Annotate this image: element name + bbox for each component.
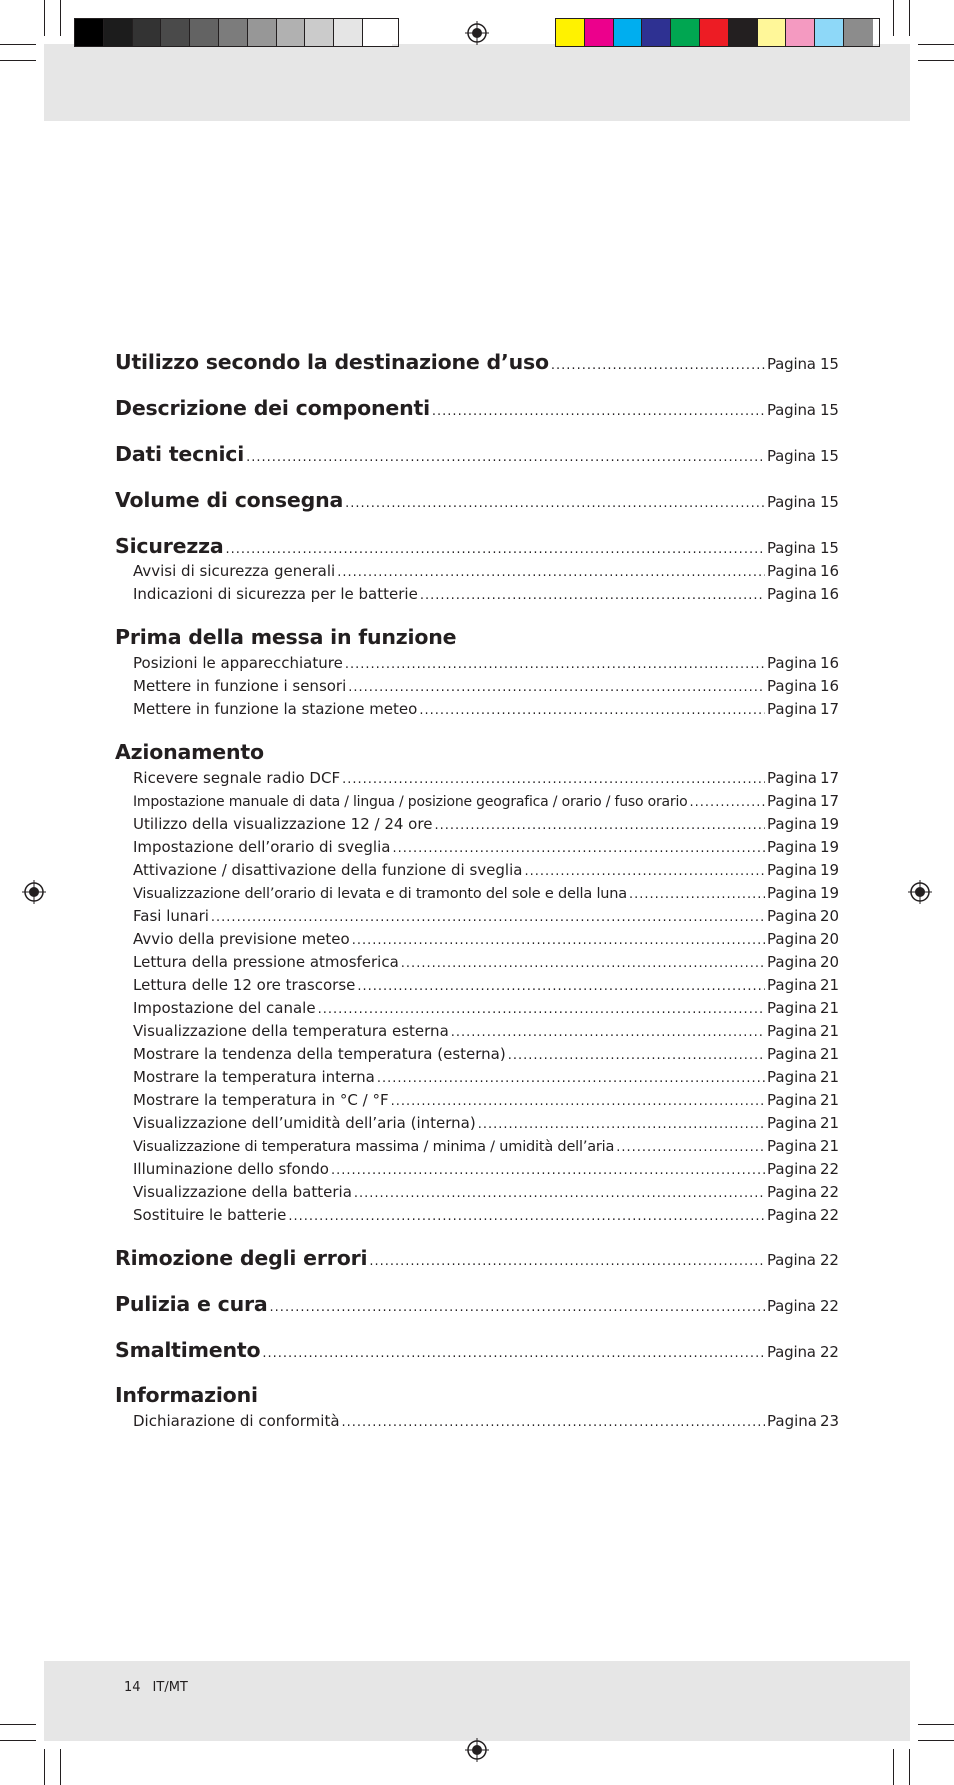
color-swatch bbox=[844, 19, 873, 46]
crop-mark bbox=[44, 1749, 45, 1785]
toc-entry bbox=[115, 769, 840, 787]
page-label: Pagina bbox=[767, 769, 817, 787]
page-label: Pagina bbox=[767, 1251, 816, 1269]
toc-entry-title: Pulizia e cura bbox=[115, 1292, 268, 1316]
dot-leader bbox=[342, 1415, 765, 1430]
toc-entry bbox=[115, 1412, 840, 1430]
toc-entry-title: Dati tecnici bbox=[115, 442, 245, 466]
toc-entry bbox=[115, 1068, 840, 1086]
toc-entry bbox=[115, 1206, 840, 1224]
page-number: 19 bbox=[820, 838, 840, 856]
toc-entry bbox=[115, 861, 840, 879]
dot-leader bbox=[616, 1140, 765, 1155]
toc-entry bbox=[115, 1045, 840, 1063]
toc-entry-title: Visualizzazione della batteria bbox=[133, 1183, 352, 1201]
toc-entry-title: Smaltimento bbox=[115, 1338, 261, 1362]
dot-leader bbox=[392, 841, 765, 856]
toc-section-heading: Azionamento bbox=[115, 740, 264, 764]
dot-leader bbox=[352, 933, 765, 948]
toc-entry-title: Sostituire le batterie bbox=[133, 1206, 287, 1224]
toc-entry-title: Visualizzazione di temperatura massima / minima / umidità dell’aria bbox=[133, 1139, 615, 1155]
toc-entry-title: Mostrare la temperatura in °C / °F bbox=[133, 1091, 389, 1109]
page-label: Pagina bbox=[767, 976, 817, 994]
dot-leader bbox=[420, 588, 765, 603]
toc-entry-title: Impostazione del canale bbox=[133, 999, 316, 1017]
toc-entry bbox=[115, 1183, 840, 1201]
page-number: 15 bbox=[820, 447, 839, 465]
dot-leader bbox=[369, 1254, 765, 1269]
toc-entry-title: Rimozione degli errori bbox=[115, 1246, 368, 1270]
color-swatch bbox=[104, 19, 133, 46]
dot-leader bbox=[225, 542, 765, 557]
header-band bbox=[44, 44, 910, 121]
toc-entry bbox=[115, 838, 840, 856]
toc-entry bbox=[115, 350, 840, 374]
page-label: Pagina bbox=[767, 930, 817, 948]
page-label: Pagina bbox=[767, 1022, 817, 1040]
page-number: 22 bbox=[820, 1297, 839, 1315]
color-swatch bbox=[556, 19, 585, 46]
toc-entry bbox=[115, 930, 840, 948]
crop-mark bbox=[60, 0, 61, 36]
page-number: 23 bbox=[820, 1412, 840, 1430]
page-number: 22 bbox=[820, 1343, 839, 1361]
color-swatch bbox=[786, 19, 815, 46]
crop-mark bbox=[0, 44, 36, 45]
crop-mark bbox=[0, 1724, 36, 1725]
page-label: Pagina bbox=[767, 861, 817, 879]
toc-entry bbox=[115, 884, 840, 902]
registration-mark-icon bbox=[465, 1738, 489, 1762]
toc-entry-title: Illuminazione dello sfondo bbox=[133, 1160, 329, 1178]
page-number: 19 bbox=[820, 861, 840, 879]
toc-entry bbox=[115, 1091, 840, 1109]
dot-leader bbox=[377, 1071, 765, 1086]
dot-leader bbox=[337, 565, 765, 580]
dot-leader bbox=[288, 1209, 765, 1224]
toc-section-heading: Prima della messa in funzione bbox=[115, 625, 457, 649]
dot-leader bbox=[348, 680, 765, 695]
page-label: Pagina bbox=[767, 654, 817, 672]
page-label: Pagina bbox=[767, 815, 817, 833]
toc-entry bbox=[115, 396, 840, 420]
toc-entry-title: Visualizzazione dell’umidità dell’aria (interna) bbox=[133, 1114, 476, 1132]
dot-leader bbox=[690, 795, 765, 810]
toc-entry-title: Mostrare la tendenza della temperatura (esterna) bbox=[133, 1045, 506, 1063]
page-label: Pagina bbox=[767, 1343, 816, 1361]
dot-leader bbox=[211, 910, 765, 925]
page-number: 16 bbox=[820, 585, 840, 603]
page-number: 15 bbox=[820, 493, 839, 511]
toc-entry-title: Avvisi di sicurezza generali bbox=[133, 562, 336, 580]
page-number: 19 bbox=[820, 884, 840, 902]
toc-entry bbox=[115, 1292, 840, 1316]
toc-entry-title: Fasi lunari bbox=[133, 907, 209, 925]
color-swatch bbox=[758, 19, 787, 46]
page-number: 21 bbox=[820, 1091, 840, 1109]
page-number: 17 bbox=[820, 700, 840, 718]
page-label: Pagina bbox=[767, 677, 817, 695]
page-label: Pagina bbox=[767, 700, 817, 718]
toc-entry-title: Avvio della previsione meteo bbox=[133, 930, 350, 948]
toc-entry bbox=[115, 585, 840, 603]
crop-mark bbox=[918, 60, 954, 61]
toc-entry bbox=[115, 562, 840, 580]
toc-entry bbox=[115, 442, 840, 466]
toc-entry bbox=[115, 534, 840, 558]
page-number: 21 bbox=[820, 1137, 840, 1155]
page-label: Pagina bbox=[767, 562, 817, 580]
toc-entry bbox=[115, 1114, 840, 1132]
toc-entry bbox=[115, 1137, 840, 1155]
color-swatch bbox=[277, 19, 306, 46]
crop-mark bbox=[909, 0, 910, 36]
dot-leader bbox=[391, 1094, 765, 1109]
page-number: 15 bbox=[820, 355, 839, 373]
page-label: Pagina bbox=[767, 1206, 817, 1224]
color-swatch bbox=[305, 19, 334, 46]
color-swatch bbox=[219, 19, 248, 46]
page-label: Pagina bbox=[767, 1160, 817, 1178]
toc-entry bbox=[115, 815, 840, 833]
dot-leader bbox=[331, 1163, 765, 1178]
crop-mark bbox=[0, 60, 36, 61]
dot-leader bbox=[342, 772, 765, 787]
page-number: 21 bbox=[820, 976, 840, 994]
toc-entry-title: Posizioni le apparecchiature bbox=[133, 654, 343, 672]
page-number: 19 bbox=[820, 815, 840, 833]
toc-entry bbox=[115, 1246, 840, 1270]
page-label: Pagina bbox=[767, 1137, 817, 1155]
color-swatch bbox=[190, 19, 219, 46]
page-number: 16 bbox=[820, 677, 840, 695]
page-label: Pagina bbox=[767, 1297, 816, 1315]
dot-leader bbox=[524, 864, 765, 879]
toc-entry-title: Mettere in funzione i sensori bbox=[133, 677, 347, 695]
page-label: Pagina bbox=[767, 447, 816, 465]
page-label: Pagina bbox=[767, 401, 816, 419]
page-number: 20 bbox=[820, 953, 840, 971]
registration-mark-icon bbox=[22, 880, 46, 904]
page-number: 21 bbox=[820, 999, 840, 1017]
color-swatch bbox=[363, 19, 392, 46]
crop-mark bbox=[918, 44, 954, 45]
page-number: 20 bbox=[820, 930, 840, 948]
page-label: Pagina bbox=[767, 1068, 817, 1086]
footer-page-number: 14 bbox=[124, 1680, 141, 1695]
crop-mark bbox=[0, 1740, 36, 1741]
toc-entry-title: Ricevere segnale radio DCF bbox=[133, 769, 341, 787]
page-number: 22 bbox=[820, 1183, 840, 1201]
crop-mark bbox=[918, 1724, 954, 1725]
color-swatch bbox=[671, 19, 700, 46]
color-swatch bbox=[642, 19, 671, 46]
page-number: 16 bbox=[820, 654, 840, 672]
page-number: 17 bbox=[820, 769, 840, 787]
page-label: Pagina bbox=[767, 792, 817, 810]
page-number: 17 bbox=[820, 792, 840, 810]
dot-leader bbox=[419, 703, 765, 718]
color-swatch bbox=[614, 19, 643, 46]
toc-entry-title: Lettura della pressione atmosferica bbox=[133, 953, 399, 971]
toc-entry-title: Utilizzo della visualizzazione 12 / 24 ore bbox=[133, 815, 433, 833]
page-label: Pagina bbox=[767, 884, 817, 902]
page-number: 22 bbox=[820, 1251, 839, 1269]
page-label: Pagina bbox=[767, 493, 816, 511]
toc-entry-title: Descrizione dei componenti bbox=[115, 396, 430, 420]
toc-entry-title: Mettere in funzione la stazione meteo bbox=[133, 700, 418, 718]
toc-section-heading: Informazioni bbox=[115, 1383, 258, 1407]
toc-entry-title: Attivazione / disattivazione della funzione di sveglia bbox=[133, 861, 523, 879]
dot-leader bbox=[262, 1346, 765, 1361]
crop-mark bbox=[60, 1749, 61, 1785]
page-number: 22 bbox=[820, 1160, 840, 1178]
page-label: Pagina bbox=[767, 539, 816, 557]
toc-entry-title: Impostazione dell’orario di sveglia bbox=[133, 838, 391, 856]
color-swatch bbox=[334, 19, 363, 46]
page-number: 15 bbox=[820, 539, 839, 557]
dot-leader bbox=[345, 657, 765, 672]
dot-leader bbox=[434, 818, 765, 833]
crop-mark bbox=[44, 0, 45, 36]
dot-leader bbox=[345, 496, 765, 511]
toc-entry bbox=[115, 654, 840, 672]
dot-leader bbox=[432, 404, 765, 419]
registration-mark-icon bbox=[465, 21, 489, 45]
toc-entry-title: Utilizzo secondo la destinazione d’uso bbox=[115, 350, 549, 374]
page-label: Pagina bbox=[767, 585, 817, 603]
page-label: Pagina bbox=[767, 838, 817, 856]
page-number: 21 bbox=[820, 1114, 840, 1132]
toc-entry bbox=[115, 700, 840, 718]
page-label: Pagina bbox=[767, 999, 817, 1017]
page-label: Pagina bbox=[767, 355, 816, 373]
dot-leader bbox=[354, 1186, 765, 1201]
toc-entry-title: Dichiarazione di conformità bbox=[133, 1412, 340, 1430]
toc-entry bbox=[115, 907, 840, 925]
toc-entry-title: Visualizzazione dell’orario di levata e di tramonto del sole e della luna bbox=[133, 886, 627, 902]
registration-mark-icon bbox=[908, 880, 932, 904]
toc-entry-title: Mostrare la temperatura interna bbox=[133, 1068, 375, 1086]
toc-entry-title: Volume di consegna bbox=[115, 488, 344, 512]
page-label: Pagina bbox=[767, 907, 817, 925]
dot-leader bbox=[629, 887, 765, 902]
dot-leader bbox=[551, 358, 765, 373]
dot-leader bbox=[478, 1117, 765, 1132]
dot-leader bbox=[318, 1002, 765, 1017]
footer-language-code: IT/MT bbox=[152, 1680, 188, 1695]
color-swatch bbox=[161, 19, 190, 46]
page-number: 21 bbox=[820, 1022, 840, 1040]
color-swatch bbox=[700, 19, 729, 46]
dot-leader bbox=[270, 1300, 765, 1315]
toc-entry bbox=[115, 792, 840, 810]
page-number: 22 bbox=[820, 1206, 840, 1224]
dot-leader bbox=[451, 1025, 765, 1040]
crop-mark bbox=[893, 1749, 894, 1785]
page-number: 21 bbox=[820, 1068, 840, 1086]
dot-leader bbox=[357, 979, 765, 994]
page-label: Pagina bbox=[767, 1045, 817, 1063]
page-label: Pagina bbox=[767, 953, 817, 971]
dot-leader bbox=[401, 956, 765, 971]
toc-entry bbox=[115, 677, 840, 695]
toc-entry-title: Impostazione manuale di data / lingua / posizione geografica / orario / fuso orario bbox=[133, 794, 688, 810]
page-label: Pagina bbox=[767, 1412, 817, 1430]
page-number: 15 bbox=[820, 401, 839, 419]
toc-entry-title: Indicazioni di sicurezza per le batterie bbox=[133, 585, 418, 603]
footer-band bbox=[44, 1661, 910, 1741]
page-label: Pagina bbox=[767, 1091, 817, 1109]
page-footer bbox=[124, 1680, 188, 1695]
crop-mark bbox=[918, 1740, 954, 1741]
toc-entry bbox=[115, 1022, 840, 1040]
color-swatch bbox=[248, 19, 277, 46]
process-color-bar bbox=[555, 18, 880, 47]
page-number: 16 bbox=[820, 562, 840, 580]
crop-mark bbox=[909, 1749, 910, 1785]
toc-entry bbox=[115, 953, 840, 971]
color-swatch bbox=[815, 19, 844, 46]
toc-entry bbox=[115, 976, 840, 994]
dot-leader bbox=[246, 450, 765, 465]
toc-entry-title: Lettura delle 12 ore trascorse bbox=[133, 976, 356, 994]
toc-entry bbox=[115, 488, 840, 512]
color-swatch bbox=[729, 19, 758, 46]
page-number: 20 bbox=[820, 907, 840, 925]
grayscale-color-bar bbox=[74, 18, 399, 47]
color-swatch bbox=[133, 19, 162, 46]
crop-mark bbox=[893, 0, 894, 36]
color-swatch bbox=[585, 19, 614, 46]
toc-entry-title: Visualizzazione della temperatura esterna bbox=[133, 1022, 449, 1040]
toc-entry bbox=[115, 1338, 840, 1362]
toc-entry bbox=[115, 999, 840, 1017]
page-number: 21 bbox=[820, 1045, 840, 1063]
page-label: Pagina bbox=[767, 1114, 817, 1132]
page-label: Pagina bbox=[767, 1183, 817, 1201]
dot-leader bbox=[508, 1048, 765, 1063]
color-swatch bbox=[75, 19, 104, 46]
toc-entry-title: Sicurezza bbox=[115, 534, 224, 558]
toc-entry bbox=[115, 1160, 840, 1178]
